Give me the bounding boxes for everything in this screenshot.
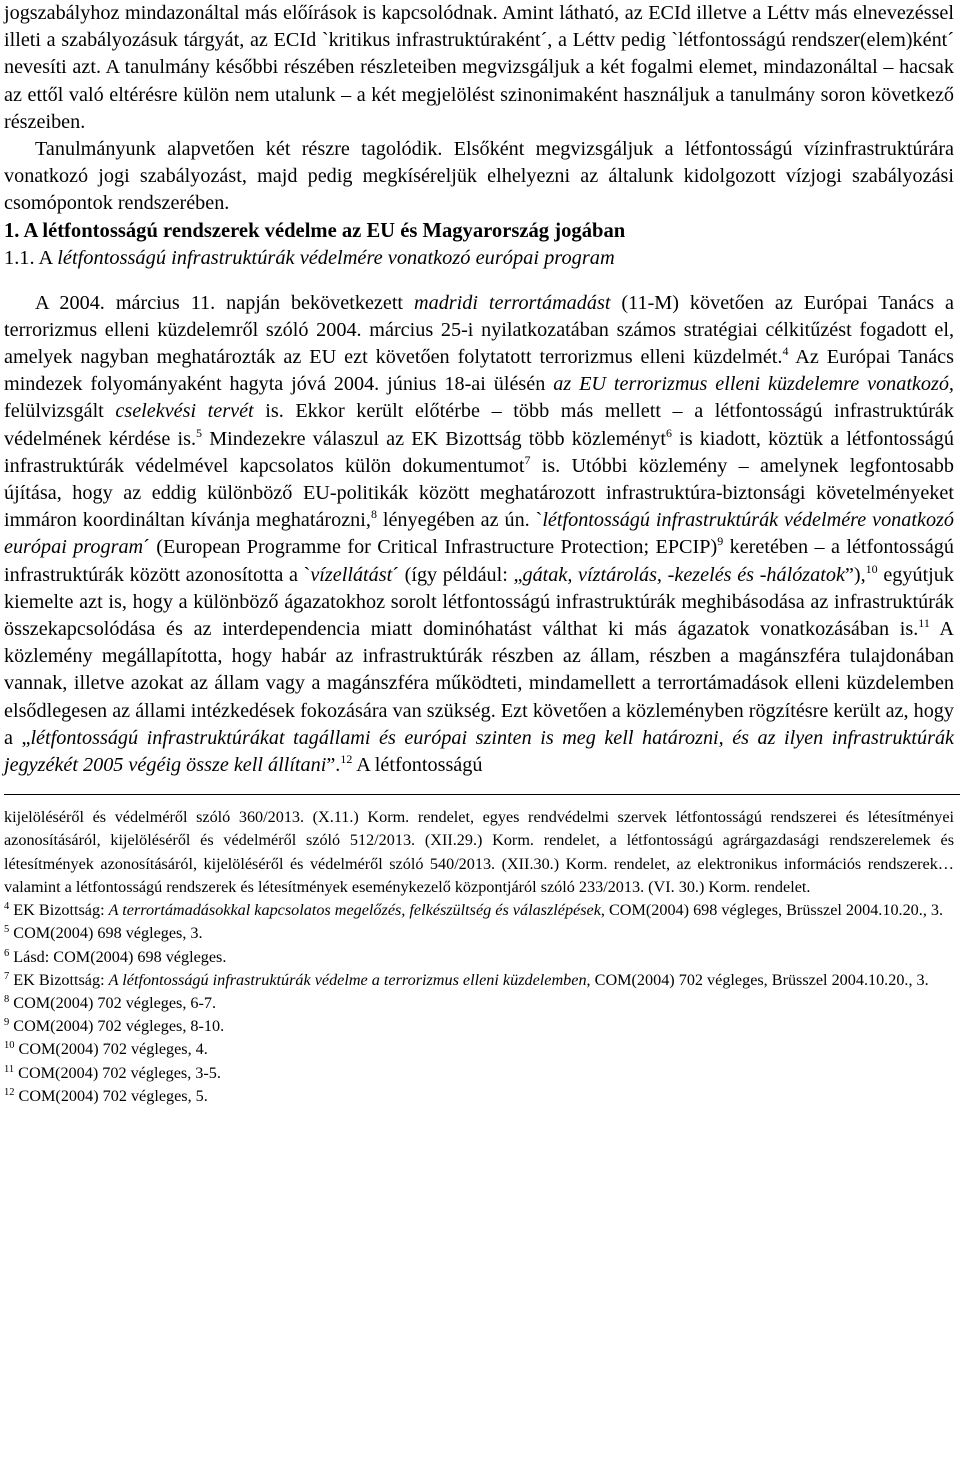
footnote-text: , COM(2004) 698 végleges, Brüsszel 2004.10.20., 3. — [600, 901, 944, 920]
footnote-text: COM(2004) 702 végleges, 3-5. — [14, 1063, 221, 1082]
text-run: is kiadott, köztük a létfontosságú infrastruktúrák védelmével kapcsolatos külön dokumentumot — [4, 427, 954, 477]
text-run: A 2004. március 11. napján bekövetkezett — [35, 291, 415, 314]
subsection-title: létfontosságú infrastruktúrák védelmére vonatkozó európai program — [57, 246, 615, 269]
text-run: felülvizsgált — [4, 400, 116, 423]
footnote-text: COM(2004) 702 végleges, 5. — [14, 1086, 208, 1105]
footnote-number: 8 — [4, 993, 10, 1005]
footnote-ref[interactable]: 10 — [865, 561, 878, 576]
footnote-9 — [4, 1015, 954, 1038]
footnote-ref[interactable]: 4 — [782, 344, 789, 359]
text-run: ”), — [844, 563, 866, 586]
footnote-ref[interactable]: 6 — [665, 425, 672, 440]
paragraph-3 — [4, 290, 954, 780]
paragraph-text: jogszabályhoz mindazonáltal más előírások is kapcsolódnak. Amint látható, az ECId illetve a Léttv más elnevezéssel illeti a szabályozásuk tárgyát, az ECId `kritikus infrastruktúraként´, a Léttv pedig `létfontosságú rendszer(elem)ként´ nevesíti azt. A tanulmány későbbi részében részleteiben megvizsgáljuk a két fogalmi elemet, mindazonáltal – hacsak az ettől való eltérésre külön nem utalunk – a két megjelölést szinonimaként használjuk a tanulmány soron következő részeiben. — [4, 2, 954, 133]
footnote-text: COM(2004) 702 végleges, 8-10. — [9, 1017, 225, 1036]
text-run: ´ (European Programme for Critical Infrastructure Protection; EPCIP) — [143, 536, 718, 559]
footnote-number: 11 — [4, 1063, 15, 1075]
footnote-number: 6 — [4, 947, 10, 959]
text-run: Az Európai Tanács mindezek folyományaként hagyta jóvá 2004. június 18-ai ülésén — [4, 346, 954, 396]
footnote-number: 12 — [4, 1086, 15, 1098]
text-run: ”. — [326, 754, 341, 777]
italic-run: cselekvési tervét — [115, 400, 254, 423]
italic-run: vízellátást — [310, 563, 393, 586]
text-run: ´ (így például: „ — [392, 563, 523, 586]
main-text — [4, 0, 954, 779]
footnote-ref[interactable]: 8 — [370, 507, 377, 522]
footnote-text: EK Bizottság: — [9, 901, 109, 920]
footnote-number: 7 — [4, 970, 10, 982]
footnote-title: A terrortámadásokkal kapcsolatos megelőzés, felkészültség és válaszlépések — [108, 901, 601, 920]
text-run: lényegében az ún. ` — [376, 509, 543, 532]
footnote-text: Lásd: COM(2004) 698 végleges. — [9, 947, 227, 966]
footnote-separator — [4, 794, 960, 795]
footnote-6 — [4, 946, 954, 969]
text-run: keretében – a létfontosságú infrastruktúrák között azonosította a ` — [4, 536, 954, 586]
footnote-ref[interactable]: 7 — [524, 452, 531, 467]
footnote-12 — [4, 1085, 954, 1108]
footnote-number: 9 — [4, 1017, 10, 1029]
section-heading: 1. A létfontosságú rendszerek védelme az EU és Magyarország jogában — [4, 219, 626, 242]
footnote-title: A létfontosságú infrastruktúrák védelme a terrorizmus elleni küzdelemben — [108, 970, 587, 989]
footnote-text: COM(2004) 702 végleges, 4. — [14, 1040, 208, 1059]
italic-run: az EU terrorizmus elleni küzdelemre vonatkozó, — [553, 373, 954, 396]
text-run: (11-M) követően az Európai Tanács a terrorizmus elleni küzdelemről szóló 2004. március 25-i nyilatkozatában számos stratégiai célkitűzést fogadott el, amelyek nagyban meghatározták az EU ezt követően folytatott terrorizmus elleni küzdelmét. — [4, 291, 954, 369]
footnote-4 — [4, 899, 954, 922]
footnote-10 — [4, 1038, 954, 1061]
paragraph-2 — [4, 136, 954, 218]
subsection-heading — [4, 245, 954, 272]
italic-run: madridi terrortámadást — [414, 291, 611, 314]
footnote-ref[interactable]: 9 — [717, 534, 724, 549]
footnote-ref[interactable]: 12 — [340, 752, 353, 767]
paragraph-text: Tanulmányunk alapvetően két részre tagolódik. Elsőként megvizsgáljuk a létfontosságú vízinfrastruktúrára vonatkozó jogi szabályozást, majd pedig megkíséreljük elhelyezni az általunk kidolgozott vízjogi szabályozási csomópontok rendszerében. — [4, 138, 954, 215]
footnote-continuation: kijelöléséről és védelméről szóló 360/2013. (X.11.) Korm. rendelet, egyes rendvédelmi szervek létfontosságú rendszerei és létesítményei azonosításáról, kijelöléséről és védelméről szóló 512/2013. (XII.29.) Korm. rendelet, a létfontosságú agrárgazdasági rendszerelemek és létesítmények azonosításáról, kijelöléséről és védelméről szóló 540/2013. (XII.30.) Korm. rendelet, az elektronikus információs rendszerek… valamint a létfontosságú rendszerek és létesítmények eseménykezelő központjáról szóló 233/2013. (VI. 30.) Korm. rendelet. — [4, 808, 954, 896]
text-run: A közlemény megállapította, hogy habár az infrastruktúrák részben az állam, részben a magánszféra tulajdonában vannak, illetve azokat az állam vagy a magánszféra működteti, mindamellett a terrortámadások elleni küzdelemben elsődlegesen az állami intézkedések fokozására van szükség. Ezt követően a közleményben rögzítésre került az, hogy a „ — [4, 618, 954, 749]
footnotes — [4, 806, 954, 1108]
footnote-8 — [4, 992, 954, 1015]
subsection-number: 1.1. A — [4, 246, 58, 269]
footnote-number: 10 — [4, 1040, 15, 1052]
italic-run: létfontosságú infrastruktúrákat tagállami és európai szinten is meg kell határozni, és az ilyen infrastruktúrák jegyzékét 2005 végéig össze kell állítani — [4, 726, 954, 777]
text-run: is. Ekkor került előtérbe – több más mellett – a létfontosságú infrastruktúrák védelmének kérdése is. — [4, 400, 954, 450]
footnote-ref[interactable]: 11 — [918, 616, 930, 631]
text-run: egyútjuk kiemelte azt is, hogy a különböző ágazatokhoz sorolt létfontosságú infrastruktúrák meghibásodása az infrastruktúrák összekapcsolódása és az interdependencia miatt dominóhatást válthat ki más ágazatok vonatkozásában is. — [4, 563, 954, 641]
footnote-text: EK Bizottság: — [9, 970, 109, 989]
text-run: is. Utóbbi közlemény – amelynek legfontosabb újítása, hogy az eddig különböző EU-politikák között meghatározott infrastruktúra-biztonsági követelményeket immáron koordináltan kívánja meghatározni, — [4, 454, 954, 532]
footnote-ref[interactable]: 5 — [196, 425, 203, 440]
footnote-5 — [4, 922, 954, 945]
footnote-number: 5 — [4, 924, 10, 936]
footnote-text: , COM(2004) 702 végleges, Brüsszel 2004.10.20., 3. — [586, 970, 929, 989]
footnote-7 — [4, 969, 954, 992]
text-run: Mindezekre válaszul az EK Bizottság több közleményt — [202, 427, 666, 450]
italic-run: gátak, víztárolás, -kezelés és -hálózatok — [522, 563, 845, 586]
footnote-text: COM(2004) 702 végleges, 6-7. — [9, 993, 217, 1012]
paragraph-1 — [4, 0, 954, 136]
text-run: A létfontosságú — [352, 754, 483, 777]
italic-run: létfontosságú infrastruktúrák védelmére vonatkozó európai program — [4, 509, 954, 559]
footnote-11 — [4, 1062, 954, 1085]
footnote-text: COM(2004) 698 végleges, 3. — [9, 924, 203, 943]
footnote-number: 4 — [4, 901, 10, 913]
